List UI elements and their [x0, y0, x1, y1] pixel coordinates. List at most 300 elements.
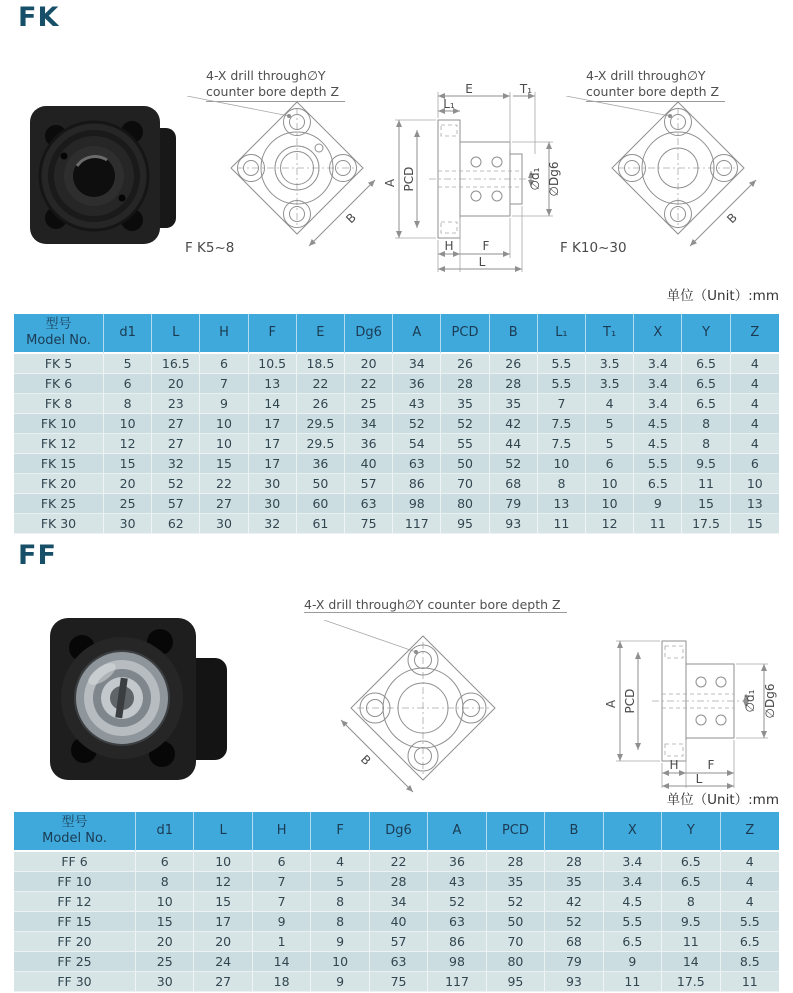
value-cell: 80	[441, 494, 489, 514]
value-cell: 25	[345, 394, 393, 414]
value-cell: 9	[604, 952, 662, 972]
value-cell: 3.4	[634, 374, 682, 394]
value-cell: 5.5	[538, 354, 586, 374]
value-cell: 30	[249, 474, 297, 494]
column-header: L	[194, 812, 252, 852]
column-header: 型号 Model No.	[14, 314, 104, 354]
fk-front-drawing-large	[558, 96, 770, 260]
value-cell: 20	[194, 932, 252, 952]
value-cell: 68	[545, 932, 603, 952]
value-cell: 11	[538, 514, 586, 534]
value-cell: 93	[545, 972, 603, 992]
table-row	[14, 872, 779, 892]
column-header: PCD	[487, 812, 545, 852]
value-cell: 117	[393, 514, 441, 534]
value-cell: 13	[538, 494, 586, 514]
value-cell: 36	[297, 454, 345, 474]
value-cell: 20	[136, 932, 194, 952]
fk-front-drawing-small	[183, 96, 385, 260]
value-cell: 8	[311, 892, 369, 912]
value-cell: 17.5	[662, 972, 720, 992]
column-header: Z	[721, 812, 779, 852]
value-cell: 61	[297, 514, 345, 534]
value-cell: 3.4	[604, 872, 662, 892]
fk-dim-b-large: B	[724, 210, 740, 227]
value-cell: 4	[731, 374, 779, 394]
value-cell: 10	[586, 474, 634, 494]
value-cell: 5.5	[538, 374, 586, 394]
value-cell: 10	[194, 852, 252, 872]
value-cell: 8.5	[721, 952, 779, 972]
fk-caption-large: F K10~30	[560, 240, 627, 256]
table-row	[14, 912, 779, 932]
column-header: d1	[136, 812, 194, 852]
fk-dim-t1: T₁	[519, 82, 533, 96]
table-row	[14, 454, 779, 474]
model-cell: FF 12	[14, 892, 136, 912]
value-cell: 29.5	[297, 434, 345, 454]
value-cell: 6.5	[662, 852, 720, 872]
column-header: Y	[662, 812, 720, 852]
value-cell: 7.5	[538, 434, 586, 454]
fk-spec-table	[14, 314, 779, 534]
value-cell: 35	[490, 394, 538, 414]
value-cell: 5.5	[634, 454, 682, 474]
value-cell: 28	[545, 852, 603, 872]
table-row	[14, 972, 779, 992]
value-cell: 95	[487, 972, 545, 992]
value-cell: 11	[721, 972, 779, 992]
value-cell: 17	[249, 414, 297, 434]
value-cell: 12	[194, 872, 252, 892]
model-cell: FK 8	[14, 394, 104, 414]
fk-drill-note-large-line1: 4-X drill through∅Y	[586, 68, 706, 83]
value-cell: 25	[136, 952, 194, 972]
value-cell: 9	[311, 972, 369, 992]
value-cell: 117	[428, 972, 486, 992]
value-cell: 6.5	[634, 474, 682, 494]
value-cell: 7	[200, 374, 248, 394]
value-cell: 86	[428, 932, 486, 952]
value-cell: 10	[200, 434, 248, 454]
model-cell: FK 10	[14, 414, 104, 434]
fk-section-drawing	[383, 80, 561, 278]
column-header: B	[490, 314, 538, 354]
table-row	[14, 374, 779, 394]
value-cell: 52	[393, 414, 441, 434]
value-cell: 40	[370, 912, 428, 932]
value-cell: 10	[200, 414, 248, 434]
value-cell: 57	[370, 932, 428, 952]
value-cell: 3.4	[634, 354, 682, 374]
value-cell: 50	[441, 454, 489, 474]
value-cell: 3.4	[604, 852, 662, 872]
value-cell: 13	[249, 374, 297, 394]
value-cell: 9.5	[682, 454, 730, 474]
value-cell: 15	[200, 454, 248, 474]
ff-dim-f: F	[707, 758, 715, 772]
value-cell: 5.5	[721, 912, 779, 932]
value-cell: 3.5	[586, 354, 634, 374]
value-cell: 10	[538, 454, 586, 474]
table-row	[14, 394, 779, 414]
ff-dim-d1: ∅d₁	[743, 689, 757, 713]
value-cell: 52	[441, 414, 489, 434]
value-cell: 7.5	[538, 414, 586, 434]
fk-dim-a: A	[383, 178, 397, 188]
value-cell: 52	[428, 892, 486, 912]
value-cell: 36	[393, 374, 441, 394]
value-cell: 63	[428, 912, 486, 932]
table-row	[14, 414, 779, 434]
ff-section-heading: FF	[18, 540, 57, 571]
value-cell: 79	[490, 494, 538, 514]
value-cell: 17	[194, 912, 252, 932]
value-cell: 14	[253, 952, 311, 972]
value-cell: 75	[345, 514, 393, 534]
value-cell: 30	[136, 972, 194, 992]
value-cell: 52	[487, 892, 545, 912]
value-cell: 4	[721, 872, 779, 892]
value-cell: 11	[634, 514, 682, 534]
value-cell: 6	[136, 852, 194, 872]
fk-dim-l: L	[478, 255, 486, 269]
model-cell: FF 10	[14, 872, 136, 892]
value-cell: 30	[200, 514, 248, 534]
value-cell: 34	[345, 414, 393, 434]
fk-drill-note-small-line2: counter bore depth Z	[206, 84, 345, 101]
value-cell: 11	[604, 972, 662, 992]
value-cell: 15	[136, 912, 194, 932]
fk-unit-label: 单位（Unit）:mm	[666, 288, 779, 304]
value-cell: 10	[311, 952, 369, 972]
value-cell: 68	[490, 474, 538, 494]
value-cell: 43	[393, 394, 441, 414]
value-cell: 28	[490, 374, 538, 394]
value-cell: 63	[345, 494, 393, 514]
fk-dim-b-small: B	[343, 210, 359, 227]
value-cell: 11	[662, 932, 720, 952]
value-cell: 10	[586, 494, 634, 514]
value-cell: 52	[490, 454, 538, 474]
value-cell: 27	[152, 434, 200, 454]
value-cell: 14	[249, 394, 297, 414]
value-cell: 86	[393, 474, 441, 494]
value-cell: 43	[428, 872, 486, 892]
value-cell: 24	[194, 952, 252, 972]
table-row	[14, 514, 779, 534]
value-cell: 7	[538, 394, 586, 414]
model-cell: FF 6	[14, 852, 136, 872]
value-cell: 27	[152, 414, 200, 434]
header-row	[14, 812, 779, 852]
ff-section-drawing	[604, 616, 786, 794]
column-header: F	[249, 314, 297, 354]
value-cell: 15	[731, 514, 779, 534]
value-cell: 32	[152, 454, 200, 474]
value-cell: 20	[345, 354, 393, 374]
value-cell: 32	[249, 514, 297, 534]
model-cell: FK 15	[14, 454, 104, 474]
column-header: d1	[104, 314, 152, 354]
value-cell: 52	[545, 912, 603, 932]
value-cell: 15	[682, 494, 730, 514]
value-cell: 26	[490, 354, 538, 374]
fk-dim-f: F	[482, 239, 490, 253]
table-row	[14, 952, 779, 972]
value-cell: 12	[586, 514, 634, 534]
value-cell: 16.5	[152, 354, 200, 374]
value-cell: 7	[253, 892, 311, 912]
model-cell: FF 25	[14, 952, 136, 972]
ff-dim-b: B	[357, 752, 374, 768]
value-cell: 36	[428, 852, 486, 872]
value-cell: 15	[104, 454, 152, 474]
value-cell: 9	[311, 932, 369, 952]
value-cell: 23	[152, 394, 200, 414]
value-cell: 93	[490, 514, 538, 534]
fk-product-photo	[24, 92, 182, 258]
fk-dim-d1: ∅d₁	[528, 167, 542, 191]
ff-product-photo	[42, 606, 237, 798]
value-cell: 14	[662, 952, 720, 972]
value-cell: 6	[586, 454, 634, 474]
column-header: E	[297, 314, 345, 354]
value-cell: 4.5	[604, 892, 662, 912]
value-cell: 50	[487, 912, 545, 932]
value-cell: 8	[662, 892, 720, 912]
column-header: Y	[682, 314, 730, 354]
value-cell: 79	[545, 952, 603, 972]
value-cell: 4	[586, 394, 634, 414]
fk-section-heading: FK	[18, 2, 60, 33]
table-row	[14, 494, 779, 514]
fk-caption-small: F K5~8	[185, 240, 235, 256]
value-cell: 57	[345, 474, 393, 494]
value-cell: 12	[104, 434, 152, 454]
value-cell: 5	[586, 414, 634, 434]
column-header: T₁	[586, 314, 634, 354]
value-cell: 5	[311, 872, 369, 892]
value-cell: 5	[586, 434, 634, 454]
model-cell: FK 6	[14, 374, 104, 394]
value-cell: 55	[441, 434, 489, 454]
model-cell: FK 12	[14, 434, 104, 454]
value-cell: 40	[345, 454, 393, 474]
value-cell: 8	[104, 394, 152, 414]
value-cell: 9	[200, 394, 248, 414]
model-cell: FK 30	[14, 514, 104, 534]
value-cell: 1	[253, 932, 311, 952]
value-cell: 42	[490, 414, 538, 434]
value-cell: 13	[731, 494, 779, 514]
value-cell: 8	[136, 872, 194, 892]
value-cell: 8	[682, 434, 730, 454]
value-cell: 4	[721, 892, 779, 912]
value-cell: 3.5	[586, 374, 634, 394]
value-cell: 98	[428, 952, 486, 972]
value-cell: 28	[487, 852, 545, 872]
value-cell: 50	[297, 474, 345, 494]
value-cell: 27	[194, 972, 252, 992]
column-header: PCD	[441, 314, 489, 354]
column-header: A	[428, 812, 486, 852]
value-cell: 22	[297, 374, 345, 394]
value-cell: 35	[441, 394, 489, 414]
value-cell: 11	[682, 474, 730, 494]
value-cell: 42	[545, 892, 603, 912]
value-cell: 57	[152, 494, 200, 514]
value-cell: 36	[345, 434, 393, 454]
value-cell: 28	[441, 374, 489, 394]
fk-dim-e: E	[465, 82, 473, 96]
column-header: A	[393, 314, 441, 354]
value-cell: 20	[104, 474, 152, 494]
value-cell: 4	[731, 354, 779, 374]
value-cell: 95	[441, 514, 489, 534]
column-header: X	[634, 314, 682, 354]
value-cell: 34	[370, 892, 428, 912]
value-cell: 22	[370, 852, 428, 872]
value-cell: 35	[487, 872, 545, 892]
table-row	[14, 434, 779, 454]
model-cell: FK 5	[14, 354, 104, 374]
value-cell: 26	[441, 354, 489, 374]
value-cell: 5.5	[604, 912, 662, 932]
header-row	[14, 314, 779, 354]
fk-dim-l1: L₁	[443, 97, 455, 111]
table-row	[14, 474, 779, 494]
value-cell: 6.5	[682, 374, 730, 394]
value-cell: 34	[393, 354, 441, 374]
column-header: L	[152, 314, 200, 354]
column-header: B	[545, 812, 603, 852]
value-cell: 8	[538, 474, 586, 494]
value-cell: 22	[200, 474, 248, 494]
value-cell: 8	[311, 912, 369, 932]
value-cell: 9.5	[662, 912, 720, 932]
value-cell: 28	[370, 872, 428, 892]
value-cell: 9	[253, 912, 311, 932]
value-cell: 20	[152, 374, 200, 394]
column-header: F	[311, 812, 369, 852]
ff-drill-note	[304, 597, 567, 613]
value-cell: 18.5	[297, 354, 345, 374]
value-cell: 22	[345, 374, 393, 394]
ff-dim-l: L	[695, 772, 703, 786]
fk-dim-h: H	[444, 239, 454, 253]
value-cell: 10	[731, 474, 779, 494]
value-cell: 60	[297, 494, 345, 514]
ff-spec-table	[14, 812, 779, 992]
table-row	[14, 932, 779, 952]
ff-dim-pcd: PCD	[623, 688, 637, 714]
ff-front-drawing	[318, 620, 518, 802]
value-cell: 70	[487, 932, 545, 952]
value-cell: 44	[490, 434, 538, 454]
fk-drill-note-small-line1: 4-X drill through∅Y	[206, 68, 326, 83]
column-header: X	[604, 812, 662, 852]
value-cell: 15	[194, 892, 252, 912]
value-cell: 4	[721, 852, 779, 872]
value-cell: 25	[104, 494, 152, 514]
column-header: H	[253, 812, 311, 852]
value-cell: 10	[104, 414, 152, 434]
value-cell: 4	[731, 414, 779, 434]
value-cell: 4	[731, 434, 779, 454]
value-cell: 63	[370, 952, 428, 972]
value-cell: 54	[393, 434, 441, 454]
fk-dim-dg6: ∅Dg6	[547, 161, 561, 197]
column-header: H	[200, 314, 248, 354]
value-cell: 4.5	[634, 434, 682, 454]
value-cell: 10	[136, 892, 194, 912]
value-cell: 80	[487, 952, 545, 972]
ff-dim-h: H	[669, 758, 679, 772]
column-header: Z	[731, 314, 779, 354]
value-cell: 4.5	[634, 414, 682, 434]
table-row	[14, 354, 779, 374]
model-cell: FK 25	[14, 494, 104, 514]
value-cell: 7	[253, 872, 311, 892]
value-cell: 6	[200, 354, 248, 374]
ff-dim-dg6: ∅Dg6	[763, 683, 777, 719]
value-cell: 62	[152, 514, 200, 534]
ff-dim-a: A	[604, 699, 618, 709]
value-cell: 17.5	[682, 514, 730, 534]
value-cell: 6.5	[721, 932, 779, 952]
value-cell: 52	[152, 474, 200, 494]
value-cell: 8	[682, 414, 730, 434]
value-cell: 70	[441, 474, 489, 494]
value-cell: 6	[731, 454, 779, 474]
fk-drill-note-large-line2: counter bore depth Z	[586, 84, 725, 101]
value-cell: 9	[634, 494, 682, 514]
column-header: 型号 Model No.	[14, 812, 136, 852]
table-row	[14, 852, 779, 872]
value-cell: 6.5	[662, 872, 720, 892]
model-cell: FF 15	[14, 912, 136, 932]
value-cell: 3.4	[634, 394, 682, 414]
column-header: Dg6	[370, 812, 428, 852]
fk-dim-pcd: PCD	[402, 166, 416, 192]
value-cell: 6.5	[682, 394, 730, 414]
model-cell: FF 30	[14, 972, 136, 992]
model-cell: FF 20	[14, 932, 136, 952]
value-cell: 29.5	[297, 414, 345, 434]
value-cell: 30	[249, 494, 297, 514]
column-header: Dg6	[345, 314, 393, 354]
value-cell: 17	[249, 434, 297, 454]
column-header: L₁	[538, 314, 586, 354]
value-cell: 30	[104, 514, 152, 534]
value-cell: 5	[104, 354, 152, 374]
value-cell: 98	[393, 494, 441, 514]
value-cell: 17	[249, 454, 297, 474]
table-row	[14, 892, 779, 912]
value-cell: 4	[311, 852, 369, 872]
value-cell: 35	[545, 872, 603, 892]
value-cell: 4	[731, 394, 779, 414]
ff-drill-note-text: 4-X drill through∅Y counter bore depth Z	[304, 597, 567, 613]
value-cell: 6.5	[604, 932, 662, 952]
value-cell: 6.5	[682, 354, 730, 374]
value-cell: 75	[370, 972, 428, 992]
value-cell: 10.5	[249, 354, 297, 374]
value-cell: 6	[253, 852, 311, 872]
model-cell: FK 20	[14, 474, 104, 494]
value-cell: 6	[104, 374, 152, 394]
